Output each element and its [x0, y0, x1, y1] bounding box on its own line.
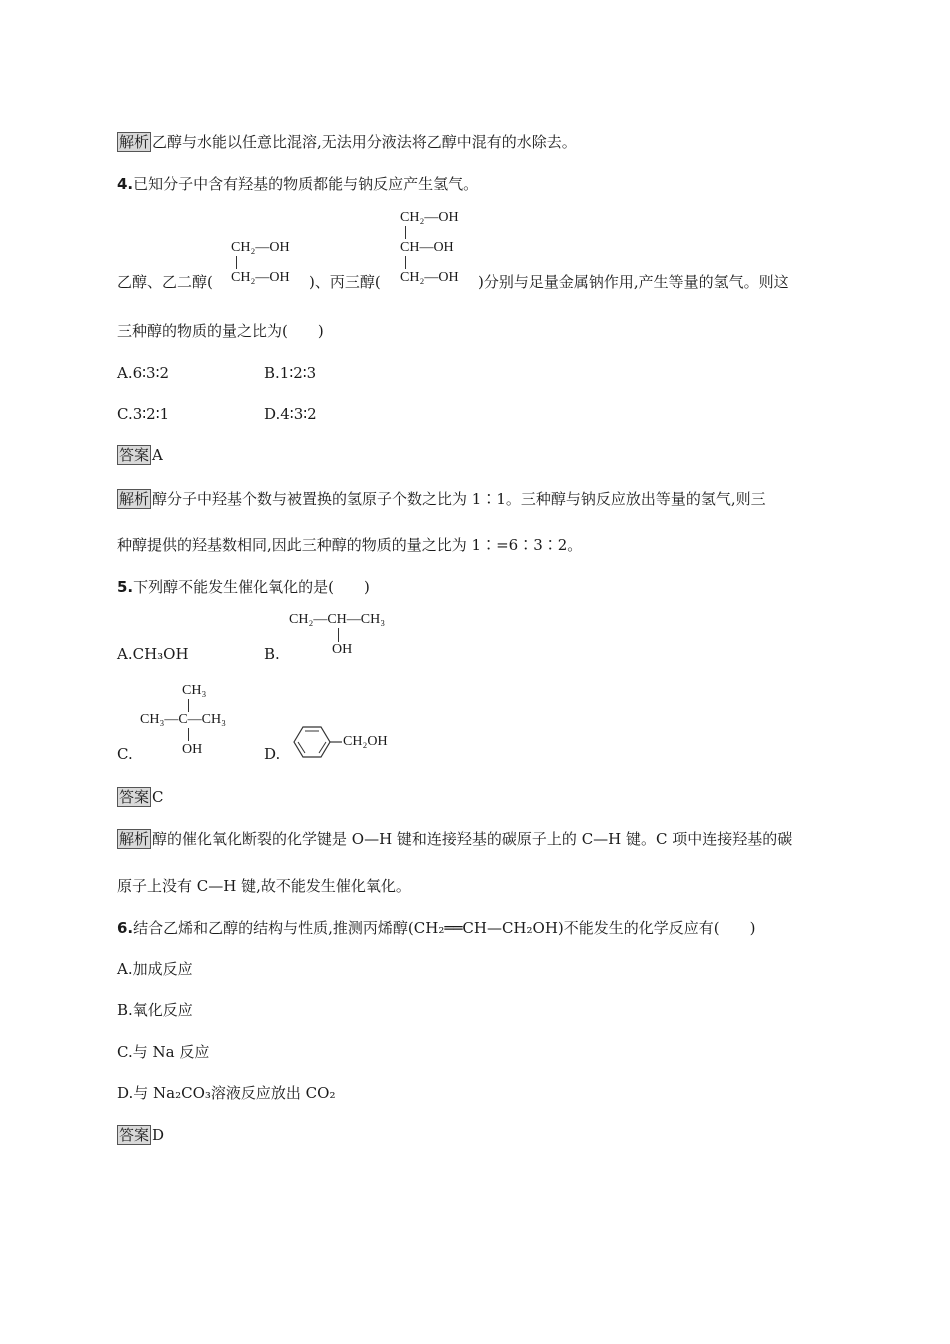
q6-option-d: D.与 Na₂CO₃溶液反应放出 CO₂ [117, 1084, 336, 1102]
q5-analysis [117, 829, 792, 849]
q4-stem-text: 已知分子中含有羟基的物质都能与钠反应产生氢气。 [133, 175, 479, 193]
gly-bottom: CH₂—OH [400, 270, 459, 285]
answer-tag: 答案 [119, 1126, 150, 1144]
analysis-tag: 解析 [119, 133, 150, 151]
q5-analysis-line2: 原子上没有 C—H 键,故不能发生催化氧化。 [117, 877, 411, 895]
gly-middle: CH—OH [400, 240, 454, 255]
q6-option-c: C.与 Na 反应 [117, 1043, 210, 1061]
gly-top: CH₂—OH [400, 210, 459, 225]
q5b-bond [338, 628, 339, 642]
q5-stem [117, 577, 370, 597]
q6-stem-text: 结合乙烯和乙醇的结构与性质,推测丙烯醇(CH₂══CH—CH₂OH)不能发生的化学反应有( ) [133, 919, 756, 937]
eg-bottom: CH₂—OH [231, 270, 290, 285]
q5-answer [117, 787, 164, 807]
q6-stem [117, 918, 755, 938]
q6-option-b: B.氧化反应 [117, 1001, 193, 1019]
q5c-bond-top [188, 699, 189, 712]
q3-analysis [117, 132, 577, 152]
gly-bond-1 [405, 226, 406, 239]
q4-option-b: B.1∶2∶3 [264, 364, 317, 382]
q6-answer [117, 1125, 164, 1145]
q3-analysis-text: 乙醇与水能以任意比混溶,无法用分液法将乙醇中混有的水除去。 [152, 133, 577, 151]
q5-answer-value: C [152, 788, 164, 806]
benzene-ring-icon [284, 722, 344, 762]
q4-analysis-text-1: 醇分子中羟基个数与被置换的氢原子个数之比为 1∶1。三种醇与钠反应放出等量的氢气,则三 [152, 490, 766, 508]
q5c-chain: CH₃—C—CH₃ [140, 712, 226, 727]
q5-option-d: D. [264, 745, 281, 763]
q5-analysis-text-1: 醇的催化氧化断裂的化学键是 O—H 键和连接羟基的碳原子上的 C—H 键。C 项中连接羟基的碳 [152, 830, 793, 848]
q4-line2-b: )、丙三醇( [309, 273, 381, 291]
q6-number: 6. [117, 919, 134, 937]
q4-line3: 三种醇的物质的量之比为( ) [117, 322, 324, 340]
q4-option-a: A.6∶3∶2 [117, 364, 170, 382]
q5c-bond-bottom [188, 728, 189, 741]
q4-answer [117, 445, 163, 465]
q4-analysis-line2: 种醇提供的羟基数相同,因此三种醇的物质的量之比为 1∶=6∶3∶2。 [117, 536, 583, 554]
analysis-tag: 解析 [119, 830, 150, 848]
q5b-chain: CH₂—CH—CH₃ [289, 612, 386, 627]
q6-option-a: A.加成反应 [117, 960, 193, 978]
q5-option-a: A.CH₃OH [117, 645, 189, 663]
q5-option-c: C. [117, 745, 133, 763]
q5-stem-text: 下列醇不能发生催化氧化的是( ) [133, 578, 370, 596]
q5b-oh: OH [332, 642, 353, 657]
q4-number: 4. [117, 175, 134, 193]
q4-option-c: C.3∶2∶1 [117, 405, 170, 423]
q5d-group: CH₂OH [343, 734, 388, 749]
q5c-top: CH₃ [182, 683, 207, 698]
q4-analysis [117, 489, 766, 509]
gly-bond-2 [405, 256, 406, 269]
eg-top: CH₂—OH [231, 240, 290, 255]
q5-option-b: B. [264, 645, 280, 663]
q4-answer-value: A [152, 446, 163, 464]
q4-option-d: D.4∶3∶2 [264, 405, 317, 423]
answer-tag: 答案 [119, 446, 150, 464]
q4-line2-a: 乙醇、乙二醇( [117, 273, 213, 291]
q5c-oh: OH [182, 742, 203, 757]
q5-number: 5. [117, 578, 134, 596]
q4-line2-c: )分别与足量金属钠作用,产生等量的氢气。则这 [478, 273, 789, 291]
q4-stem [117, 174, 478, 194]
eg-bond [236, 256, 237, 269]
answer-tag: 答案 [119, 788, 150, 806]
analysis-tag: 解析 [119, 490, 150, 508]
q6-answer-value: D [152, 1126, 165, 1144]
